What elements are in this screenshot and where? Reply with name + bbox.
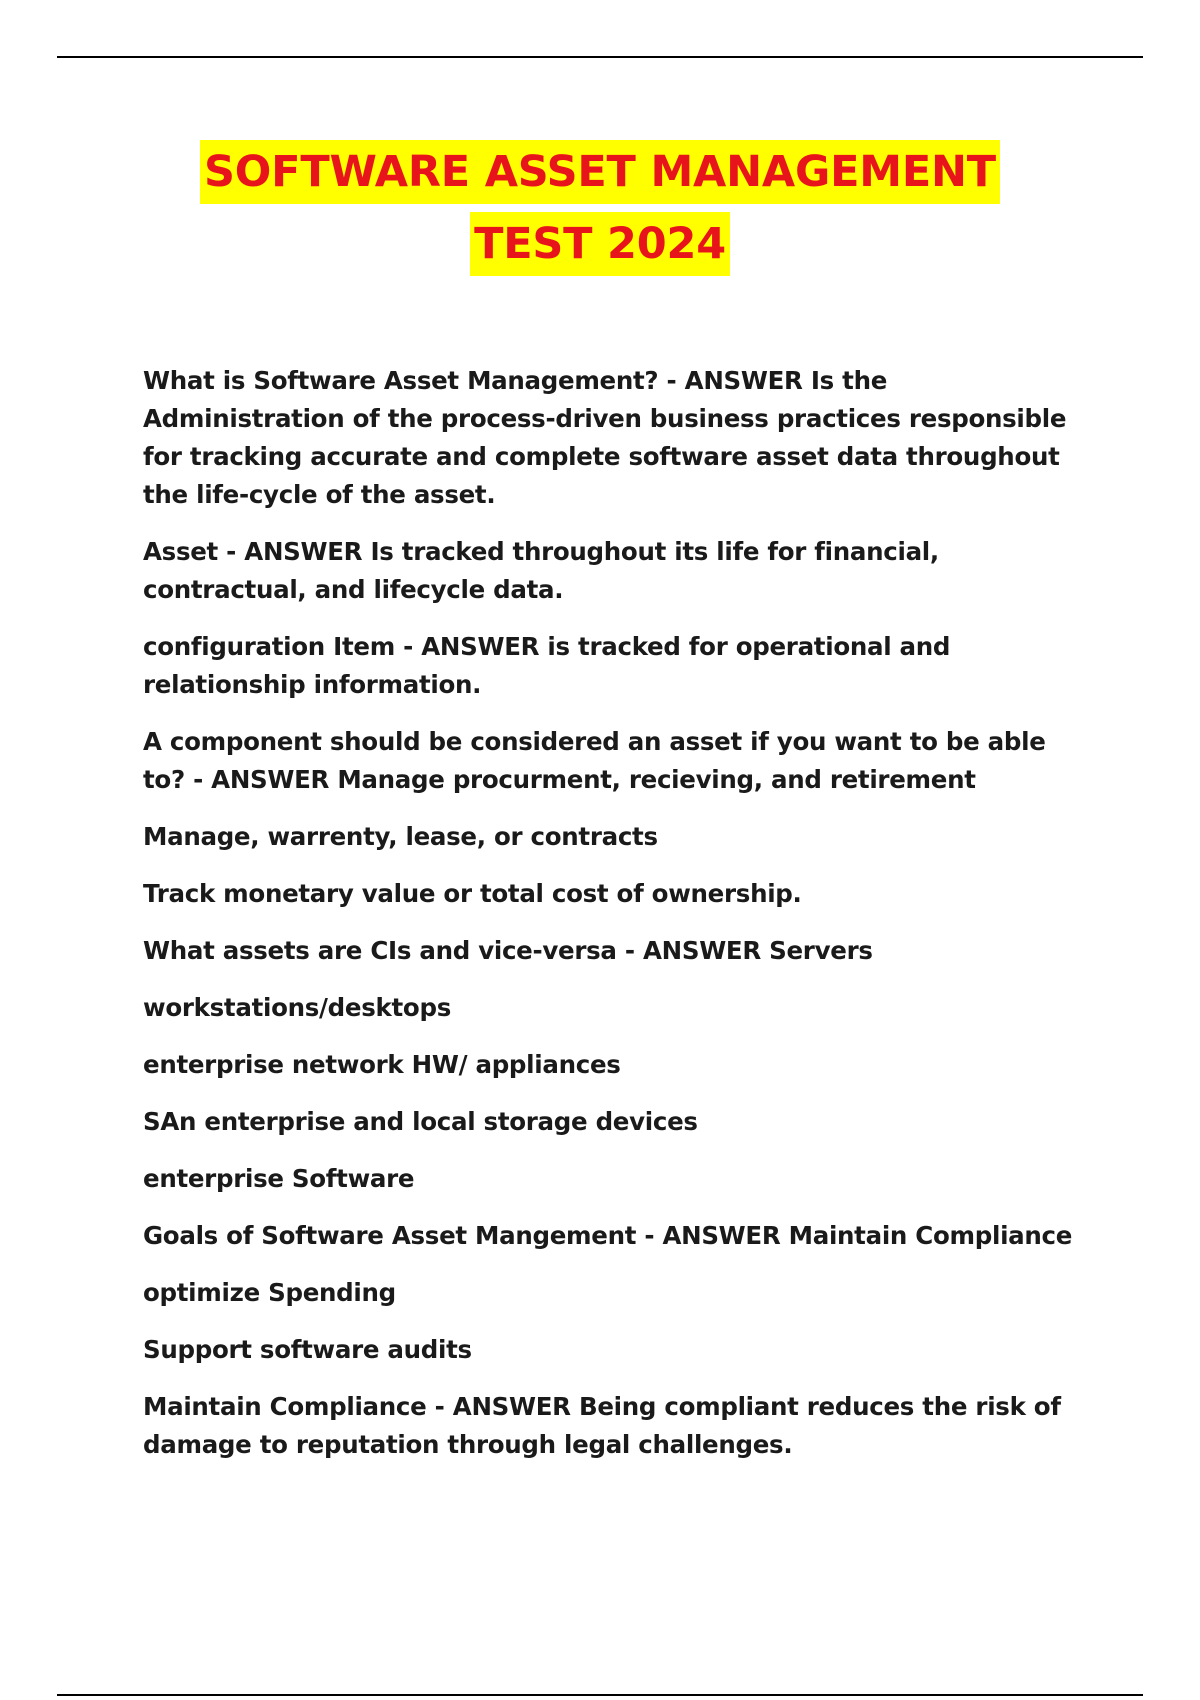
paragraph: enterprise Software [143,1164,415,1193]
paragraph: Maintain Compliance - ANSWER Being compliant reduces the risk of damage to reputation through legal challenges. [143,1392,1061,1459]
bottom-divider [57,1694,1143,1696]
document-body [143,362,1093,1483]
paragraph: What is Software Asset Management? - ANSWER Is the Administration of the process-driven business practices responsible for tracking accurate and complete software asset data throughout the life-cycle of the asset. [143,366,1067,509]
paragraph: Goals of Software Asset Mangement - ANSWER Maintain Compliance [143,1221,1073,1250]
paragraph: A component should be considered an asset if you want to be able to? - ANSWER Manage procurment, recieving, and retirement [143,727,1046,794]
document-title [0,140,1200,284]
paragraph: Manage, warrenty, lease, or contracts [143,822,658,851]
paragraph: configuration Item - ANSWER is tracked for operational and relationship information. [143,632,951,699]
paragraph: SAn enterprise and local storage devices [143,1107,698,1136]
paragraph: Support software audits [143,1335,472,1364]
paragraph: enterprise network HW/ appliances [143,1050,621,1079]
top-divider [57,56,1143,58]
paragraph: workstations/desktops [143,993,451,1022]
paragraph: What assets are CIs and vice-versa - ANSWER Servers [143,936,873,965]
paragraph: optimize Spending [143,1278,396,1307]
title-line-2: TEST 2024 [470,212,730,276]
paragraph: Track monetary value or total cost of ownership. [143,879,802,908]
paragraph: Asset - ANSWER Is tracked throughout its life for financial, contractual, and lifecycle data. [143,537,939,604]
title-line-1: SOFTWARE ASSET MANAGEMENT [200,140,1000,204]
